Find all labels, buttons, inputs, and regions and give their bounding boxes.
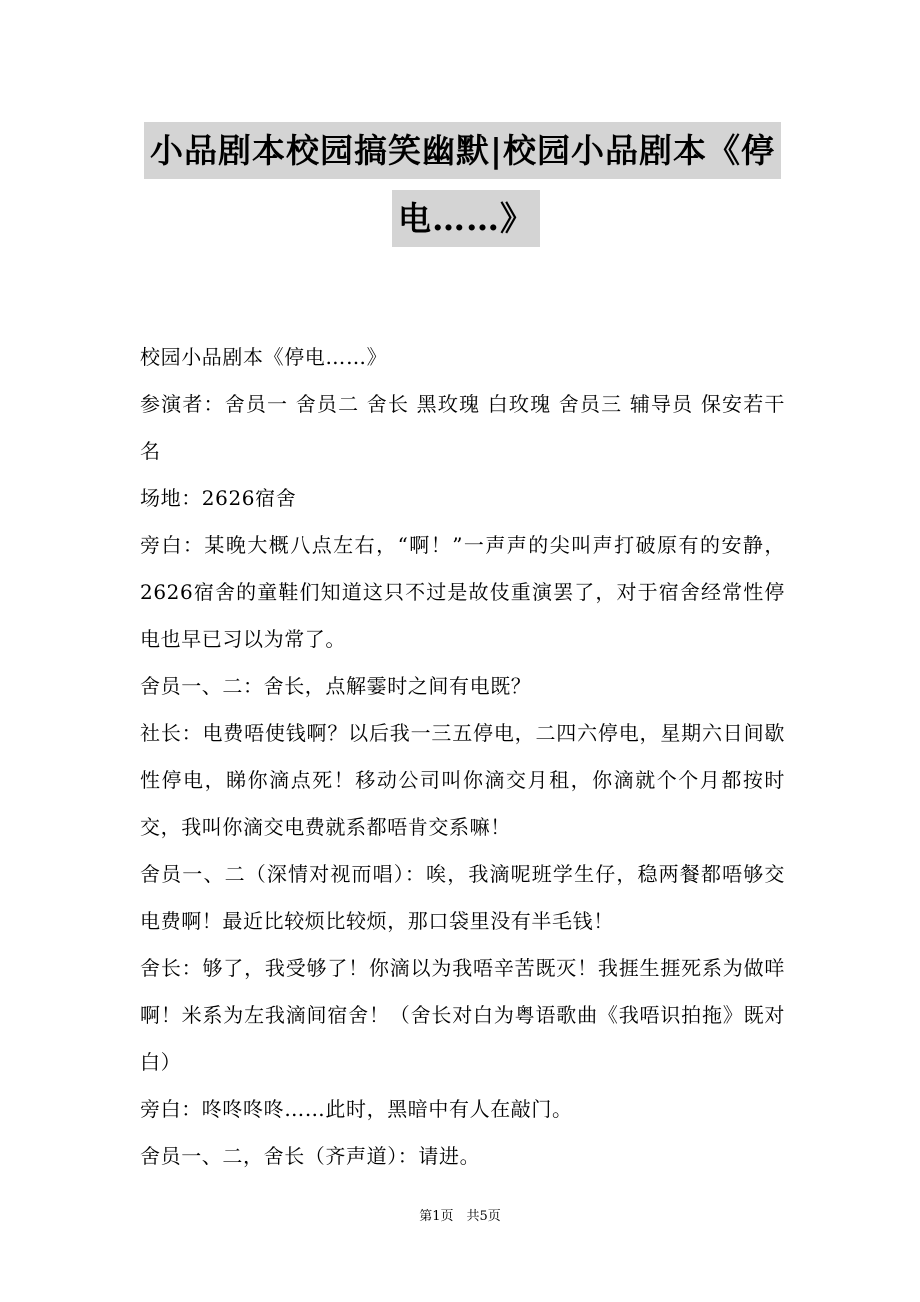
- document-body: [140, 334, 785, 1180]
- paragraph-dialogue-1: 舍员一、二：舍长，点解霎时之间有电既？: [140, 674, 532, 698]
- paragraph-narration-1: 旁白：某晚大概八点左右，“啊！”一声声的尖叫声打破原有的安静，2626宿舍的童鞋们知道这只不过是故伎重演罢了，对于宿舍经常性停电也早已习以为常了。: [140, 533, 785, 651]
- paragraph-dialogue-4: 舍长：够了，我受够了！你滴以为我唔辛苦既灭！我捱生捱死系为做咩啊！米系为左我滴间宿舍！（舍长对白为粤语歌曲《我唔识拍拖》既对白）: [140, 956, 785, 1074]
- title-line-1: 小品剧本校园搞笑幽默|校园小品剧本《停: [144, 122, 781, 179]
- paragraph-venue: 场地：2626宿舍: [140, 486, 297, 510]
- paragraph-dialogue-3: 舍员一、二（深情对视而唱）：唉，我滴呢班学生仔，稳两餐都唔够交电费啊！最近比较烦比较烦，那口袋里没有半毛钱！: [140, 862, 785, 933]
- paragraph-narration-2: 旁白：咚咚咚咚……此时，黑暗中有人在敲门。: [140, 1097, 573, 1121]
- page-footer: 第1页 共5页: [419, 1209, 501, 1224]
- paragraph-cast: 参演者：舍员一 舍员二 舍长 黑玫瑰 白玫瑰 舍员三 辅导员 保安若干名: [140, 392, 785, 463]
- paragraph-dialogue-5: 舍员一、二，舍长（齐声道）：请进。: [140, 1144, 481, 1168]
- paragraph-script-title: 校园小品剧本《停电……》: [140, 345, 388, 369]
- paragraph-dialogue-2: 社长：电费唔使钱啊？以后我一三五停电，二四六停电，星期六日间歇性停电，睇你滴点死！移动公司叫你滴交月租，你滴就个个月都按时交，我叫你滴交电费就系都唔肯交系嘛！: [140, 721, 785, 839]
- title-line-2: 电……》: [392, 190, 540, 247]
